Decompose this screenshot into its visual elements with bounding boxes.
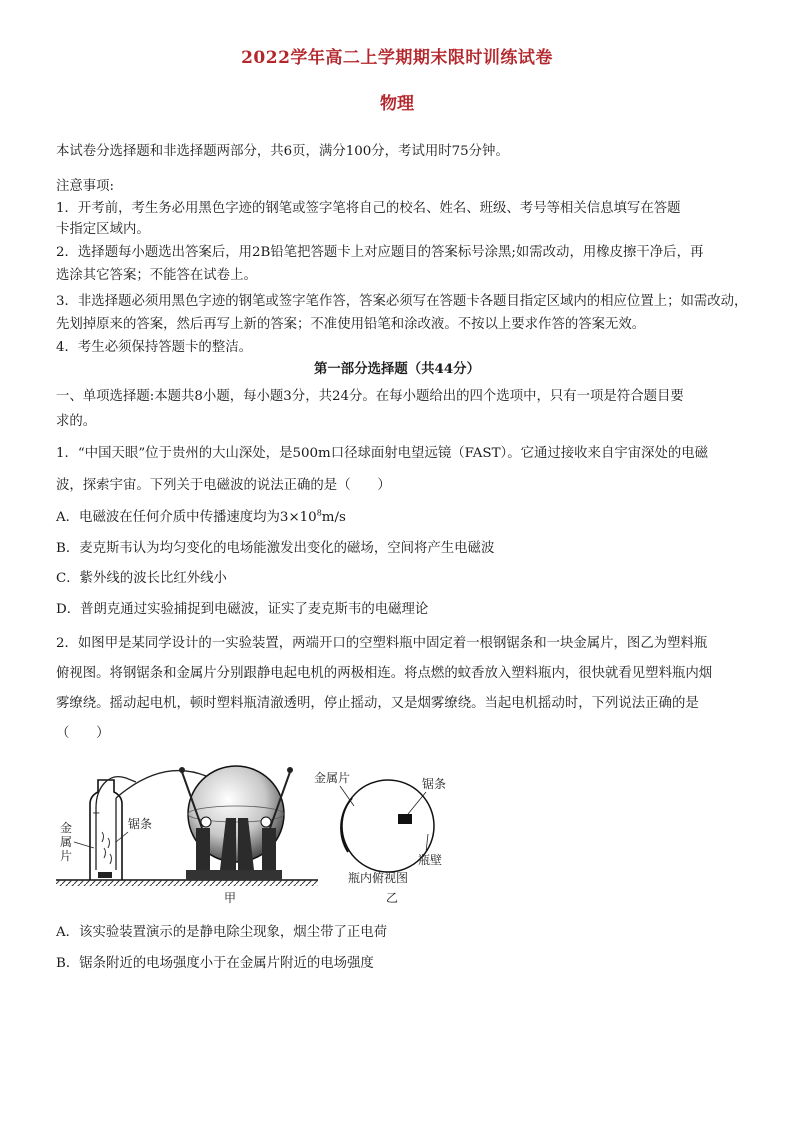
note-line: 2．选择题每小题选出答案后，用2B铅笔把答题卡上对应题目的答案标号涂黑;如需改动，用橡皮擦干净后，再 — [56, 245, 704, 260]
q2-stem: 雾缭绕。摇动起电机，顿时塑料瓶清澈透明，停止摇动，又是烟雾缭绕。当起电机摇动时，下列说法正确的是 — [56, 696, 699, 711]
q1-option-a-exponent: 8 — [316, 508, 322, 518]
q1-option-b: B．麦克斯韦认为均匀变化的电场能激发出变化的磁场，空间将产生电磁波 — [56, 541, 495, 556]
ground-line — [56, 880, 318, 886]
q2-stem: 2．如图甲是某同学设计的一实验装置，两端开口的空塑料瓶中固定着一根钢锯条和一块金属片，图乙为塑料瓶 — [56, 636, 708, 651]
part1-heading: 第一部分选择题（共44分） — [314, 361, 480, 377]
label-yi-metal: 金属片 — [314, 771, 351, 785]
q2-stem: 俯视图。将钢锯条和金属片分别跟静电起电机的两极相连。将点燃的蚊香放入塑料瓶内，很快就看见塑料瓶内烟 — [56, 666, 713, 681]
section-instruction: 一、单项选择题:本题共8小题，每小题3分，共24分。在每小题给出的四个选项中，只有一项是符合题目要 — [56, 389, 684, 404]
label-yi-wall: 瓶壁 — [418, 853, 443, 867]
label-yi-saw: 锯条 — [422, 777, 447, 791]
note-line: 先划掉原来的答案，然后再写上新的答案；不准使用铅笔和涂改液。不按以上要求作答的答案无效。 — [56, 317, 646, 332]
note-line: 1．开考前，考生务必用黑色字迹的钢笔或签字笔将自己的校名、姓名、班级、考号等相关信息填写在答题 — [56, 201, 681, 216]
q1-stem: 波，探索宇宙。下列关于电磁波的说法正确的是（ ） — [56, 478, 391, 493]
q2-option-b: B．锯条附近的电场强度小于在金属片附近的电场强度 — [56, 956, 374, 971]
section-instruction: 求的。 — [56, 414, 97, 429]
notes-heading: 注意事项: — [56, 179, 115, 194]
electrostatic-generator — [179, 766, 293, 880]
exam-title: 2022学年高二上学期期末限时训练试卷 — [241, 48, 553, 68]
caption-jia: 甲 — [224, 891, 237, 905]
caption-yi: 乙 — [386, 891, 399, 905]
label-jia-metal: 属 — [60, 835, 73, 849]
q1-option-a-text: A．电磁波在任何介质中传播速度均为3×10 — [56, 510, 317, 525]
note-line: 4．考生必须保持答题卡的整洁。 — [56, 340, 252, 355]
note-line: 选涂其它答案；不能答在试卷上。 — [56, 268, 257, 283]
label-yi-view: 瓶内俯视图 — [348, 871, 409, 885]
q1-option-a — [56, 506, 346, 525]
intro-text: 本试卷分选择题和非选择题两部分，共6页，满分100分，考试用时75分钟。 — [56, 144, 509, 159]
q1-option-a-unit: m/s — [321, 510, 346, 525]
q2-figure — [56, 752, 456, 912]
q2-option-a: A．该实验装置演示的是静电除尘现象，烟尘带了正电荷 — [56, 925, 388, 940]
plastic-bottle — [90, 780, 122, 880]
q1-stem: 1．“中国天眼”位于贵州的大山深处，是500m口径球面射电望远镜（FAST）。它通过接收来自宇宙深处的电磁 — [56, 446, 709, 461]
q2-stem: （ ） — [56, 726, 110, 741]
label-jia-metal: 片 — [60, 849, 73, 863]
q1-option-c: C．紫外线的波长比红外线小 — [56, 571, 227, 586]
subject-title: 物理 — [380, 94, 414, 114]
label-jia-saw: 锯条 — [128, 817, 153, 831]
label-jia-metal: 金 — [60, 821, 73, 835]
q1-option-d: D．普朗克通过实验捕捉到电磁波，证实了麦克斯韦的电磁理论 — [56, 602, 429, 617]
note-line: 卡指定区域内。 — [56, 222, 150, 237]
note-line: 3．非选择题必须用黑色字迹的钢笔或签字笔作答，答案必须写在答题卡各题目指定区域内的相应位置上；如需改动， — [56, 294, 748, 309]
svg-text:+: + — [92, 808, 101, 819]
